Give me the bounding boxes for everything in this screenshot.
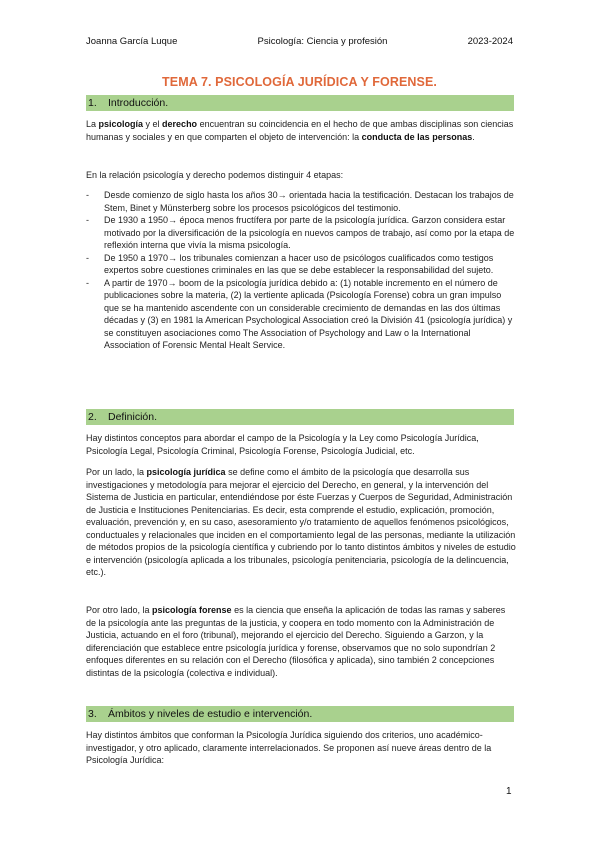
header-author: Joanna García Luque [86, 36, 178, 47]
section-label: Definición. [108, 411, 158, 423]
page-header [86, 36, 513, 47]
term-psicologia-forense: psicología forense [152, 605, 232, 615]
intro-paragraph-2: En la relación psicología y derecho podemos distinguir 4 etapas: [86, 170, 344, 180]
list-item: - De 1930 a 1950→ época menos fructífera por parte de la psicología jurídica. Garzon considera estar motivado por la diversificación de la psicología en nuevos campos de trabajo, así como por la etapa de reflexión interna que vivía la misma psicología. [86, 215, 515, 250]
header-year: 2023-2024 [467, 36, 513, 47]
section-heading-introduccion [86, 95, 514, 111]
stages-list [86, 189, 516, 352]
list-item: - Desde comienzo de siglo hasta los años 30→ orientada hacia la testificación. Destacan los trabajos de Stem, Binet y Münsterberg sobre los procesos psicológicos del testimonio. [86, 190, 514, 213]
term-psicologia: psicología [98, 119, 144, 129]
section-label: Introducción. [108, 97, 169, 109]
page-number: 1 [506, 786, 512, 797]
section-heading-ambitos [86, 706, 514, 722]
section-heading-definicion [86, 409, 514, 425]
term-conducta: conducta de las personas [361, 131, 473, 142]
term-derecho: derecho [162, 119, 198, 129]
areas-paragraph-1: Hay distintos ámbitos que conforman la Psicología Jurídica siguiendo dos criterios, uno académico-investigador, y otro aplicado, claramente interrelacionados. Se proponen así nueve áreas dentro de la Psicología Jurídica: [86, 730, 492, 765]
definition-paragraph-2: Por un lado, la psicología jurídica se define como el ámbito de la psicología que desarrolla sus investigaciones y metodología para mejorar el ejercicio del Derecho, en general, y la intervención del Sistema de Justicia en particular, entendiéndose por éste Fuerzas y Cuerpos de Seguridad, Administración de Justicia e Instituciones Penitenciarias. Es decir, esta comprende el estudio, explicación, promoción, evaluación, prevención y, en su caso, asesoramiento y/o tratamiento de aquellos fenómenos psicológicos, conductuales y relacionales que inciden en el comportamiento legal de las personas, mediante la utilización de métodos propios de la psicología científica y cubriendo por lo tanto distintos ámbitos y niveles de estudio e intervención (psicología aplicada a los tribunales, psicología penitenciaria, psicología de la delincuencia, etc.). [86, 467, 516, 577]
intro-paragraph-1: La psicología y el derecho encuentran su coincidencia en el hecho de que ambas disciplinas son ciencias humanas y sociales y en que comparten el objeto de intervención: la conducta de las personas. [86, 119, 514, 142]
section-number: 1. [88, 97, 97, 109]
section-number: 2. [88, 411, 97, 423]
definition-paragraph-1: Hay distintos conceptos para abordar el campo de la Psicología y la Ley como Psicología Jurídica, Psicología Legal, Psicología Criminal, Psicología Forense, Psicología Judicial, etc. [86, 433, 479, 456]
header-course: Psicología: Ciencia y profesión [257, 36, 388, 47]
section-label: Ámbitos y niveles de estudio e intervención. [108, 708, 313, 720]
section-number: 3. [88, 708, 97, 720]
term-psicologia-juridica: psicología jurídica [146, 467, 226, 477]
document-title: TEMA 7. PSICOLOGÍA JURÍDICA Y FORENSE. [162, 75, 437, 89]
list-item: - A partir de 1970→ boom de la psicología jurídica debido a: (1) notable incremento en el número de publicaciones sobre la materia, (2) la vertiente aplicada (Psicología Forense) cobra un gran impulso que se ha mantenido ascendente con un considerable crecimiento de demandas en las dos últimas décadas y (3) en 1981 la American Psychological Association creó la División 41 (psicología jurídica) y se constituyen asociaciones como The Association of Psychology and Law o la International Association of Forensic Mental Healt Service. [86, 277, 513, 350]
definition-paragraph-3: Por otro lado, la psicología forense es la ciencia que enseña la aplicación de todas las ramas y saberes de la psicología ante las preguntas de la justicia, y coopera en todo momento con la Administración de Justicia, actuando en el foro (tribunal), mejorando el ejercicio del Derecho. Siguiendo a Garzon, y la diferenciación que establece entre psicología jurídica y forense, observamos que no solo supondrían 2 enfoques diferentes en su relación con el Derecho (filosófica y aplicada), sino también 2 concepciones distintas de la psicología (colectiva e individual). [86, 605, 506, 678]
list-item: - De 1950 a 1970→ los tribunales comienzan a hacer uso de psicólogos cualificados como testigos expertos sobre cuestiones criminales en las que se debe establecer la responsabilidad del sujeto. [86, 252, 494, 275]
